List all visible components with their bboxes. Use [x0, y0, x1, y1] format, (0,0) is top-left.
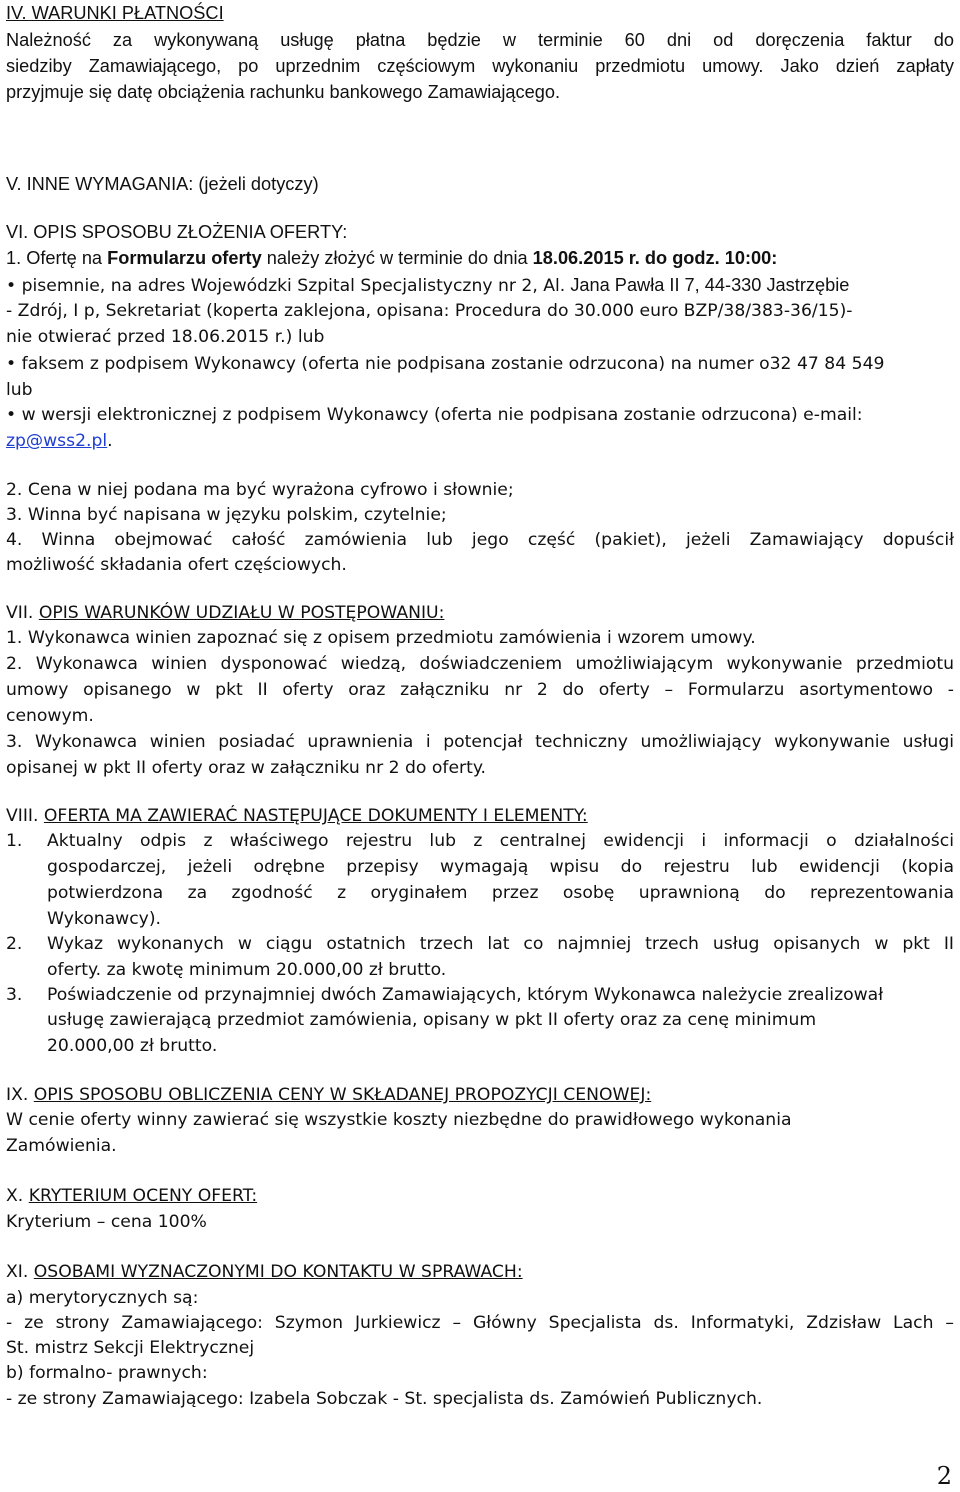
section-9-heading: IX. OPIS SPOSOBU OBLICZENIA CENY W SKŁADANEJ PROPOZYCJI CENOWEJ: — [6, 1085, 652, 1105]
list-item-line: 20.000,00 zł brutto. — [47, 1036, 218, 1056]
section-7-heading: VII. OPIS WARUNKÓW UDZIAŁU W POSTĘPOWANIU: — [6, 603, 445, 623]
list-item-line: Wykaz wykonanych w ciągu ostatnich trzech lat co najmniej trzech usług opisanych w pkt II — [47, 934, 954, 954]
section-6-point: 3. Winna być napisana w języku polskim, czytelnie; — [6, 505, 447, 525]
list-item-number: 1. — [6, 831, 23, 851]
list-item-number: 2. — [6, 934, 23, 954]
bullet-paper-line: nie otwierać przed 18.06.2015 r.) lub — [6, 327, 325, 347]
bullet-fax-line: lub — [6, 380, 33, 400]
section-8-heading: VIII. OFERTA MA ZAWIERAĆ NASTĘPUJĄCE DOKUMENTY I ELEMENTY: — [6, 806, 588, 826]
section-9-text-line: Zamówienia. — [6, 1136, 117, 1156]
section-9-text-line: W cenie oferty winny zawierać się wszystkie koszty niezbędne do prawidłowego wykonania — [6, 1110, 792, 1130]
contact-subheading: a) merytorycznych są: — [6, 1288, 199, 1308]
section-7-point: umowy opisanego w pkt II oferty oraz załączniku nr 2 do oferty – Formularzu asortymentowo - — [6, 680, 954, 700]
list-item-line: gospodarczej, jeżeli odrębne przepisy wymagają wpisu do rejestru lub ewidencji (kopia — [47, 857, 954, 877]
section-7-point: 1. Wykonawca winien zapoznać się z opisem przedmiotu zamówienia i wzorem umowy. — [6, 628, 756, 648]
section-4-text-line: siedziby Zamawiającego, po uprzednim częściowym wykonaniu przedmiotu umowy. Jako dzień zapłaty — [6, 56, 954, 76]
section-4-text-line: przyjmuje się datę obciążenia rachunku bankowego Zamawiającego. — [6, 82, 561, 102]
section-6-point: 4. Winna obejmować całość zamówienia lub jego część (pakiet), jeżeli Zamawiający dopuścił — [6, 530, 954, 550]
section-4-text-line: Należność za wykonywaną usługę płatna będzie w terminie 60 dni od doręczenia faktur do — [6, 30, 954, 50]
list-item-line: potwierdzona za zgodność z oryginałem przez osobę uprawnioną do reprezentowania — [47, 883, 954, 903]
list-item-line: Wykonawcy). — [47, 909, 161, 929]
section-4-heading: IV. WARUNKI PŁATNOŚCI — [6, 3, 224, 23]
list-item-number: 3. — [6, 985, 23, 1005]
bullet-paper-line: • pisemnie, na adres Wojewódzki Szpital Specjalistyczny nr 2, Al. Jana Pawła II 7, 44-330 Jastrzębie — [6, 275, 850, 296]
contact-line: - ze strony Zamawiającego: Szymon Jurkiewicz – Główny Specjalista ds. Informatyki, Zdzisław Lach – — [6, 1313, 954, 1333]
email-link[interactable]: zp@wss2.pl — [6, 431, 108, 451]
list-item-line: Aktualny odpis z właściwego rejestru lub z centralnej ewidencji i informacji o działalności — [47, 831, 954, 851]
offer-deadline-line: 1. Ofertę na Formularzu oferty należy złożyć w terminie do dnia 18.06.2015 r. do godz. 10:00: — [6, 248, 778, 268]
criterion-line: Kryterium – cena 100% — [6, 1212, 207, 1232]
section-7-point: cenowym. — [6, 706, 94, 726]
section-6-heading: VI. OPIS SPOSOBU ZŁOŻENIA OFERTY: — [6, 222, 348, 242]
bullet-email-line: • w wersji elektronicznej z podpisem Wykonawcy (oferta nie podpisana zostanie odrzucona) e-mail: — [6, 405, 863, 425]
contact-subheading: b) formalno- prawnych: — [6, 1363, 208, 1383]
list-item-line: Poświadczenie od przynajmniej dwóch Zamawiających, którym Wykonawca należycie zrealizował — [47, 985, 884, 1005]
section-11-heading: XI. OSOBAMI WYZNACZONYMI DO KONTAKTU W SPRAWACH: — [6, 1262, 523, 1282]
section-7-point: 2. Wykonawca winien dysponować wiedzą, doświadczeniem umożliwiającym wykonywanie przedmiotu — [6, 654, 954, 674]
section-6-point: możliwość składania ofert częściowych. — [6, 555, 347, 575]
section-7-point: opisanej w pkt II oferty oraz w załączniku nr 2 do oferty. — [6, 758, 487, 778]
contact-line: - ze strony Zamawiającego: Izabela Sobczak - St. specjalista ds. Zamówień Publicznych. — [6, 1389, 763, 1409]
list-item-line: oferty. za kwotę minimum 20.000,00 zł brutto. — [47, 960, 447, 980]
section-7-point: 3. Wykonawca winien posiadać uprawnienia i potencjał techniczny umożliwiający wykonywanie usługi — [6, 732, 954, 752]
contact-line: St. mistrz Sekcji Elektrycznej — [6, 1338, 255, 1358]
section-6-point: 2. Cena w niej podana ma być wyrażona cyfrowo i słownie; — [6, 480, 514, 500]
page-number: 2 — [936, 1462, 952, 1490]
section-5-heading: V. INNE WYMAGANIA: (jeżeli dotyczy) — [6, 174, 319, 194]
bullet-paper-line: - Zdrój, I p, Sekretariat (koperta zaklejona, opisana: Procedura do 30.000 euro BZP/38/383-36/15)- — [6, 301, 853, 321]
section-10-heading: X. KRYTERIUM OCENY OFERT: — [6, 1186, 258, 1206]
bullet-fax-line: • faksem z podpisem Wykonawcy (oferta nie podpisana zostanie odrzucona) na numer o32 47 84 549 — [6, 354, 885, 374]
list-item-line: usługę zawierającą przedmiot zamówienia, opisany w pkt II oferty oraz za cenę minimum — [47, 1010, 817, 1030]
email-line: zp@wss2.pl. — [6, 431, 113, 451]
